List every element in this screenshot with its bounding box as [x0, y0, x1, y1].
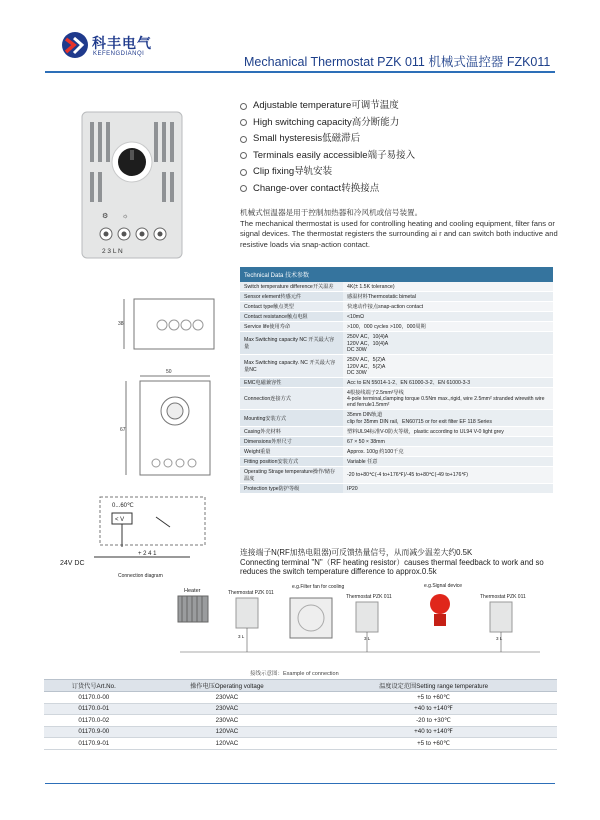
tech-row — [240, 282, 553, 292]
tech-key: Operating Strage temperature操作/储存温度 — [240, 467, 343, 484]
article-row — [44, 726, 557, 738]
diagram-sensor-label: < V — [115, 517, 125, 523]
title-divider — [45, 71, 555, 73]
tech-key: Casing外壳材料 — [240, 427, 343, 437]
side-view-drawing — [118, 295, 218, 357]
tech-row — [240, 332, 553, 355]
article-header-cell: 温度设定范围Setting range temperature — [310, 680, 557, 692]
tech-row — [240, 388, 553, 410]
svg-text:⚙: ⚙ — [102, 213, 109, 220]
tech-row — [240, 467, 553, 484]
feature-item: High switching capacity高分断能力 — [240, 115, 560, 132]
tech-value: 4K(± 1.5K tolerance) — [343, 282, 553, 292]
tech-row — [240, 447, 553, 457]
article-cell: 01170.9-00 — [44, 726, 144, 738]
bullet-icon — [240, 119, 247, 126]
thermostat-label-1: Thermostat PZK 011 — [228, 590, 274, 596]
logo-english-name: KEFENGDIANQI — [93, 51, 145, 57]
connection-diagram — [60, 495, 210, 580]
tech-key: Dimensions外形尺寸 — [240, 437, 343, 447]
tech-row — [240, 292, 553, 302]
article-cell: 230VAC — [144, 703, 311, 715]
thermostat-label-3: Thermostat PZK 011 — [480, 594, 526, 600]
tech-value: 67 × 50 × 38mm — [343, 437, 553, 447]
tech-row — [240, 457, 553, 467]
front-view-drawing — [118, 367, 218, 479]
page-title: Mechanical Thermostat PZK 011 机械式温控器 FZK011 — [244, 55, 551, 69]
tech-row — [240, 410, 553, 427]
heater-label: Heater — [184, 588, 201, 594]
tech-row — [240, 378, 553, 388]
tech-key: Contact type触点类型 — [240, 302, 343, 312]
tech-value: Variable 任意 — [343, 457, 553, 467]
article-cell: 120VAC — [144, 726, 311, 738]
tech-value: 250V AC，5(2)A 120V AC，5(2)A DC 30W — [343, 355, 553, 378]
tech-value: 4根接线端子2.5mm²导线 4-pole terminal,clamping torque 0.5Nm max.,rigid, wire 2.5mm² stranded wirewith wire end ferrule1.5mm² — [343, 388, 553, 410]
tech-row — [240, 484, 553, 494]
tech-value: 感温材料Thermostatic bimetal — [343, 292, 553, 302]
bullet-icon — [240, 103, 247, 110]
article-row — [44, 692, 557, 704]
article-cell: +40 to +140℉ — [310, 726, 557, 738]
bullet-icon — [240, 152, 247, 159]
article-number-table — [44, 679, 557, 750]
note-en: Connecting terminal "N"（RF heating resistor）causes thermal feedback to work and so reduces the switch temperature difference to approx.0.5k — [240, 557, 544, 576]
article-cell: 01170.0-00 — [44, 692, 144, 704]
terminal-label-1: 3 L — [238, 634, 245, 639]
diagram-range: 0...60℃ — [112, 503, 134, 509]
tech-value: 35mm DIN轨道 clip for 35mm DIN rail，EN60715 or for exit filter EF 118 Series — [343, 410, 553, 427]
article-row — [44, 738, 557, 750]
kefeng-logo-icon — [60, 30, 90, 60]
tech-key: Max Switching capacity. NC 开关最大容量NC — [240, 355, 343, 378]
diagram-terminals: + 2 4 1 — [138, 551, 157, 557]
tech-value: 塑料UL94标准V-0防火等级，plastic according to UL94 V-0 light grey — [343, 427, 553, 437]
feature-item: Adjustable temperature可调节温度 — [240, 98, 560, 115]
tech-key: Connection连接方式 — [240, 388, 343, 410]
tech-key: EMC电磁兼容性 — [240, 378, 343, 388]
dimension-50: 50 — [166, 369, 172, 375]
tech-row — [240, 322, 553, 332]
bullet-icon — [240, 136, 247, 143]
article-cell: +40 to +140℉ — [310, 703, 557, 715]
tech-row — [240, 355, 553, 378]
article-row — [44, 703, 557, 715]
article-cell: +5 to +60℃ — [310, 738, 557, 750]
feature-item: Small hysteresis低磁滞后 — [240, 131, 560, 148]
article-cell: 01170.9-01 — [44, 738, 144, 750]
article-cell: +5 to +60℃ — [310, 692, 557, 704]
feature-item: Change-over contact转换接点 — [240, 181, 560, 198]
tech-key: Contact resistance触点电阻 — [240, 312, 343, 322]
example-caption: 接线示意图：Example of connection — [250, 671, 339, 677]
terminal-label-2: 3 L — [364, 636, 371, 641]
tech-row — [240, 427, 553, 437]
tech-value: 250V AC，10(4)A 120V AC，10(4)A DC 30W — [343, 332, 553, 355]
tech-key: Protection type防护等级 — [240, 484, 343, 494]
footer-divider — [45, 783, 555, 784]
dimension-67: 67 — [120, 427, 126, 433]
article-cell: 01170.0-01 — [44, 703, 144, 715]
terminal-label-3: 3 L — [496, 636, 503, 641]
tech-key: Max Switching capacity NC 开关最大容量 — [240, 332, 343, 355]
connection-examples — [170, 580, 550, 662]
article-cell: 120VAC — [144, 738, 311, 750]
tech-value: <10mΩ — [343, 312, 553, 322]
technical-data-table — [240, 267, 553, 494]
filter-fan-label: e.g.Filter fan for cooling — [292, 584, 345, 590]
connection-note — [240, 548, 560, 577]
tech-key: Service life使用寿命 — [240, 322, 343, 332]
tech-key: Weight重量 — [240, 447, 343, 457]
tech-value: -20 to+80℃(-4 to+176℉)/-45 to+80℃(-49 to+176℉) — [343, 467, 553, 484]
tech-key: Switch temperature difference开关温差 — [240, 282, 343, 292]
article-cell: -20 to +30℃ — [310, 715, 557, 727]
product-description — [240, 208, 560, 250]
tech-value: >100，000 cycles >100，000周期 — [343, 322, 553, 332]
tech-value: IP20 — [343, 484, 553, 494]
article-cell: 230VAC — [144, 692, 311, 704]
description-en: The mechanical thermostat is used for controlling heating and cooling equipment, filter fans or signal devices. The thermostat registers the surrounding ai r and can switch both inductive and resistive loads via snap-action contact. — [240, 218, 558, 249]
feature-item: Clip fixing导轨安装 — [240, 164, 560, 181]
svg-text:☼: ☼ — [122, 213, 129, 220]
thermostat-product-image — [80, 110, 185, 260]
tech-key: Sensor element传感元件 — [240, 292, 343, 302]
thermostat-label-2: Thermostat PZK 011 — [346, 594, 392, 600]
feature-item: Terminals easily accessible端子易接入 — [240, 148, 560, 165]
terminal-labels: 2 3 L N — [102, 248, 123, 255]
article-row — [44, 715, 557, 727]
feature-list — [240, 98, 560, 197]
tech-key: Mounting安装方式 — [240, 410, 343, 427]
bullet-icon — [240, 185, 247, 192]
tech-row — [240, 437, 553, 447]
description-cn: 机械式恒温器是用于控制加热器和冷风机或信号装置。 — [240, 208, 423, 217]
tech-table-header: Technical Data 技术参数 — [240, 267, 553, 282]
signal-device-label: e.g.Signal device — [424, 583, 463, 589]
note-cn: 连接端子N(RF加热电阻器)可反馈热量信号，从而减少温差大约0.5K — [240, 548, 473, 557]
tech-value: Acc to EN 55014-1-2、EN 61000-3-2、EN 61000-3-3 — [343, 378, 553, 388]
tech-key: Fitting position安装方式 — [240, 457, 343, 467]
diagram-voltage: 24V DC — [60, 560, 85, 567]
article-cell: 01170.0-02 — [44, 715, 144, 727]
article-header-cell: 订货代号Art.No. — [44, 680, 144, 692]
article-header-cell: 操作电压Operating voltage — [144, 680, 311, 692]
tech-value: Approx. 100g 约100千克 — [343, 447, 553, 457]
logo-chinese-name: 科丰电气 — [92, 35, 152, 51]
bullet-icon — [240, 169, 247, 176]
tech-row — [240, 312, 553, 322]
tech-value: 快速动作接点snap-action contact — [343, 302, 553, 312]
diagram-caption: Connection diagram — [118, 573, 163, 579]
tech-row — [240, 302, 553, 312]
dimension-38: 38 — [118, 321, 124, 327]
article-cell: 230VAC — [144, 715, 311, 727]
